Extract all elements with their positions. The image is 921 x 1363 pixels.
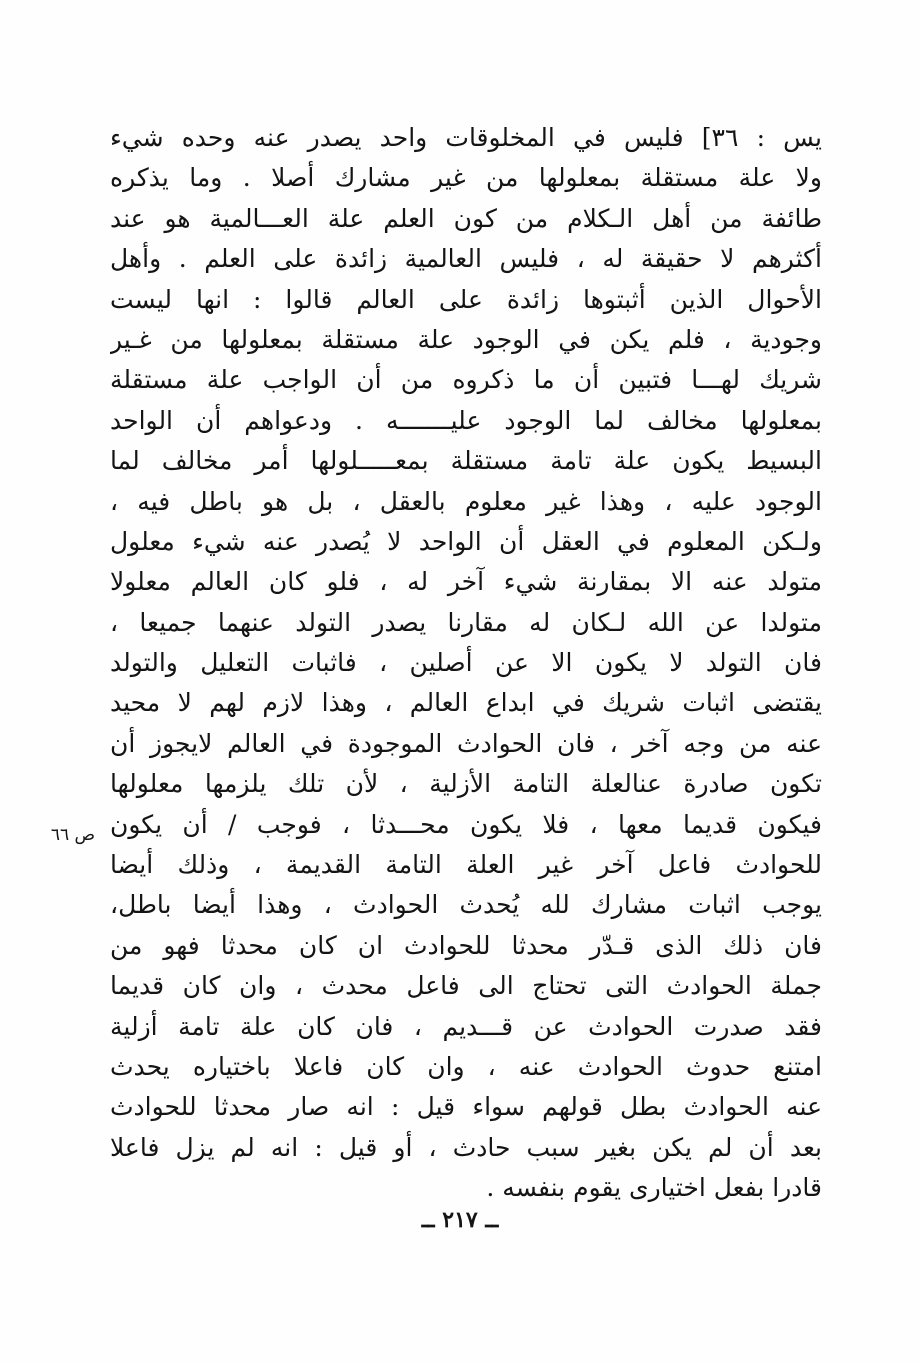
text-line: بعد أن لم يكن بغير سبب حادث ، أو قيل : انه لم يزل فاعلا bbox=[110, 1132, 822, 1162]
text-line: امتنع حدوث الحوادث عنه ، وان كان فاعلا باختياره يحدث bbox=[110, 1051, 822, 1081]
body-text bbox=[110, 118, 822, 1209]
text-line: عنه من وجه آخر ، فان الحوادث الموجودة في العالم لايجوز أن bbox=[110, 728, 822, 758]
text-line: متولدا عن الله لـكان له مقارنا يصدر التولد عنهما جميعا ، bbox=[110, 607, 822, 637]
text-line: ولا علة مستقلة بمعلولها من غير مشارك أصلا . وما يذكره bbox=[110, 163, 822, 193]
text-line: ولـكن المعلوم في العقل أن الواحد لا يُصدر عنه شيء معلول bbox=[110, 526, 822, 556]
page-number: ــ ٢١٧ ــ bbox=[421, 1207, 499, 1233]
text-line: الوجود عليه ، وهذا غير معلوم بالعقل ، بل هو باطل فيه ، bbox=[110, 486, 822, 516]
margin-page-reference: ص ٦٦ bbox=[50, 825, 96, 845]
text-line: جملة الحوادث التى تحتاج الى فاعل محدث ، وان كان قديما bbox=[110, 971, 822, 1001]
text-line: البسيط يكون علة تامة مستقلة بمعـــــلولها أمر مخالف لما bbox=[110, 446, 822, 476]
text-line: شريك لهـــا فتبين أن ما ذكروه من أن الواجب علة مستقلة bbox=[110, 365, 822, 395]
text-line: فان التولد لا يكون الا عن أصلين ، فاثبات التعليل والتولد bbox=[110, 648, 822, 678]
text-line: أكثرهم لا حقيقة له ، فليس العالمية زائدة على العلم . وأهل bbox=[110, 244, 822, 274]
text-line: يس : ٣٦] فليس في المخلوقات واحد يصدر عنه وحده شيء bbox=[110, 123, 822, 152]
text-line: فان ذلك الذى قـدّر محدثا للحوادث ان كان محدثا فهو من bbox=[110, 930, 822, 960]
text-line: يقتضى اثبات شريك في ابداع العالم ، وهذا لازم لهم لا محيد bbox=[110, 688, 822, 718]
text-line: طائفة من أهل الـكلام من كون العلم علة العـــالمية هو عند bbox=[110, 203, 822, 233]
text-line: فيكون قديما معها ، فلا يكون محـــدثا ، فوجب / أن يكون bbox=[110, 809, 822, 839]
text-line: للحوادث فاعل آخر غير العلة التامة القديمة ، وذلك أيضا bbox=[110, 850, 822, 880]
text-line: وجودية ، فلم يكن في الوجود علة مستقلة بمعلولها من غـير bbox=[110, 324, 822, 354]
text-line: قادرا بفعل اختيارى يقوم بنفسه . bbox=[486, 1173, 822, 1203]
text-line: متولد عنه الا بمقارنة شيء آخر له ، فلو كان العالم معلولا bbox=[110, 567, 822, 597]
text-line: بمعلولها مخالف لما الوجود عليـــــــه . ودعواهم أن الواحد bbox=[110, 405, 822, 435]
text-line: عنه الحوادث بطل قولهم سواء قيل : انه صار محدثا للحوادث bbox=[110, 1092, 822, 1122]
text-line: تكون صادرة عنالعلة التامة الأزلية ، لأن تلك يلزمها معلولها bbox=[110, 769, 822, 799]
text-line: يوجب اثبات مشارك لله يُحدث الحوادث ، وهذا أيضا باطل، bbox=[110, 890, 822, 920]
text-line: الأحوال الذين أثبتوها زائدة على العالم قالوا : انها ليست bbox=[110, 284, 822, 314]
text-line: فقد صدرت الحوادث عن قـــديم ، فان كان علة تامة أزلية bbox=[110, 1011, 822, 1041]
